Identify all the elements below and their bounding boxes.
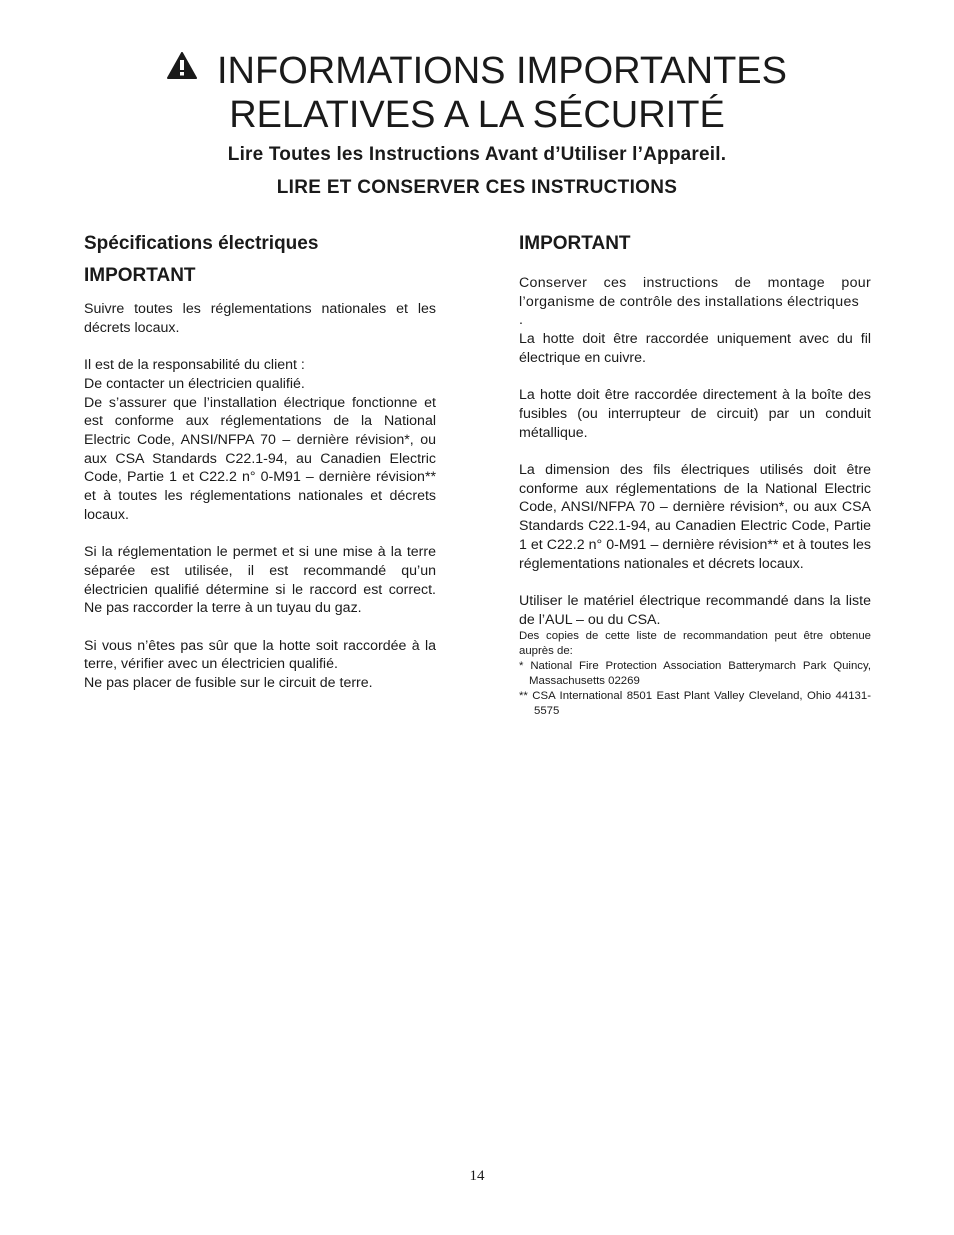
paragraph: Ne pas placer de fusible sur le circuit de terre. bbox=[84, 675, 373, 692]
paragraph: La hotte doit être raccordée directement à la boîte des fusibles (ou interrupteur de circuit) par un conduit métallique. bbox=[519, 387, 871, 441]
title-line-2: RELATIVES A LA SÉCURITÉ bbox=[229, 94, 725, 137]
paragraph: Conserver ces instructions de montage pour l’organisme de contrôle des installations électriques bbox=[519, 275, 871, 310]
paragraph: De contacter un électricien qualifié. bbox=[84, 375, 305, 392]
left-column bbox=[84, 232, 436, 693]
paragraph: Si vous n’êtes pas sûr que la hotte soit raccordée à la terre, vérifier avec un électricien qualifié. bbox=[84, 637, 436, 673]
warning-triangle-icon bbox=[167, 46, 197, 89]
subtitle-keep-instructions: LIRE ET CONSERVER CES INSTRUCTIONS bbox=[276, 177, 678, 198]
section-heading-important: IMPORTANT bbox=[84, 265, 196, 286]
page-title bbox=[0, 50, 954, 137]
paragraph: De s’assurer que l’installation électrique fonctionne et est conforme aux réglementations de la National Electric Code, ANSI/NFPA 70 – dernière révision*, ou aux CSA Standards C22.1-94, au Canadien Electric Code, Partie 1 et C22.2 n° 0-M91 – dernière révision** et à toutes les réglementations nationales et décrets locaux. bbox=[84, 394, 436, 523]
note-text: Des copies de cette liste de recommandation peut être obtenue auprès de: bbox=[519, 630, 871, 658]
section-heading-important: IMPORTANT bbox=[519, 233, 631, 254]
paragraph: Si la réglementation le permet et si une mise à la terre séparée est utilisée, il est recommandé qu’un électricien qualifié détermine si le raccord est correct. Ne pas raccorder la terre à un tuyau du gaz. bbox=[84, 544, 436, 617]
page-number: 14 bbox=[469, 1168, 485, 1184]
paragraph: Utiliser le matériel électrique recommandé dans la liste de l’AUL – ou du CSA. bbox=[519, 592, 871, 628]
paragraph: Il est de la responsabilité du client : bbox=[84, 357, 305, 374]
paragraph: La hotte doit être raccordée uniquement avec du fil électrique en cuivre. bbox=[519, 331, 871, 366]
paragraph: . bbox=[519, 312, 523, 329]
paragraph: Suivre toutes les réglementations nationales et les décrets locaux. bbox=[84, 301, 436, 336]
right-column bbox=[519, 232, 871, 719]
subtitle-read-instructions: Lire Toutes les Instructions Avant d’Utiliser l’Appareil. bbox=[227, 144, 727, 165]
paragraph: La dimension des fils électriques utilisés doit être conforme aux réglementations de la National Electric Code, ANSI/NFPA 70 – dernière révision*, ou aux CSA Standards C22.1-94, au Canadien Electric Code, Partie 1 et C22.2 n° 0-M91 – dernière révision** et à toutes les réglementations nationales et décrets locaux. bbox=[519, 462, 871, 572]
footnote: * National Fire Protection Association Batterymarch Park Quincy, Massachusetts 02269 bbox=[519, 660, 871, 688]
title-line-1: INFORMATIONS IMPORTANTES bbox=[0, 50, 954, 94]
footnote: ** CSA International 8501 East Plant Valley Cleveland, Ohio 44131-5575 bbox=[519, 690, 871, 718]
section-heading-electrical-specs: Spécifications électriques bbox=[84, 233, 319, 254]
